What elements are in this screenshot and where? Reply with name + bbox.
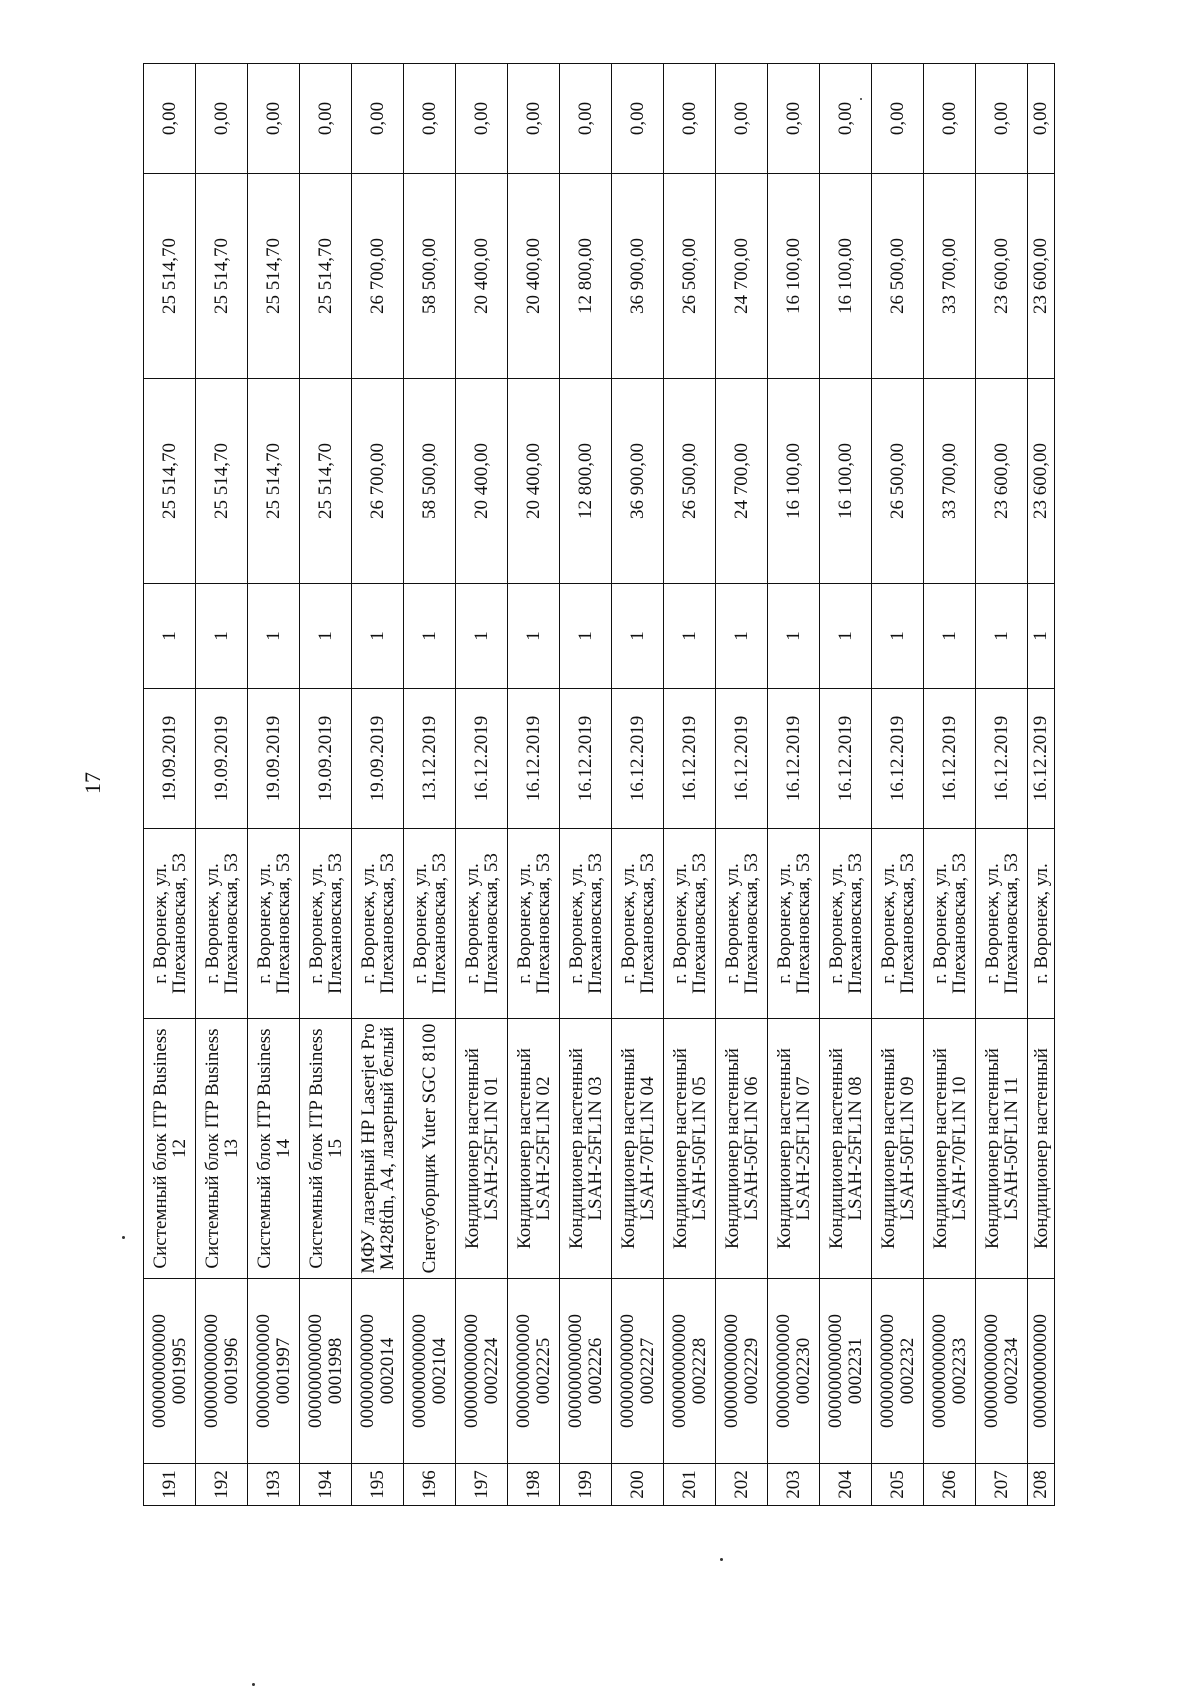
inventory-number: 000000000000 0002229 [716,1279,768,1464]
residual-value: 0,00 [144,64,196,174]
asset-table-wrapper [143,64,1055,1506]
residual-value: 0,00 [456,64,508,174]
acquisition-date: 16.12.2019 [612,689,664,829]
depreciation: 12 800,00 [560,174,612,379]
table-row [820,64,872,1506]
row-number: 194 [300,1464,352,1506]
initial-cost: 26 500,00 [872,379,924,584]
asset-name: Кондиционер настенный LSAH-50FL1N 09 [872,1019,924,1279]
asset-address: г. Воронеж, ул. [1028,829,1055,1019]
asset-table-body [144,64,1055,1506]
acquisition-date: 13.12.2019 [404,689,456,829]
quantity: 1 [404,584,456,689]
acquisition-date: 16.12.2019 [924,689,976,829]
residual-value: 0,00 [560,64,612,174]
asset-address: г. Воронеж, ул. Плехановская, 53 [144,829,196,1019]
quantity: 1 [352,584,404,689]
table-row [664,64,716,1506]
inventory-number: 000000000000 0002230 [768,1279,820,1464]
depreciation: 16 100,00 [820,174,872,379]
depreciation: 16 100,00 [768,174,820,379]
initial-cost: 36 900,00 [612,379,664,584]
asset-name: МФУ лазерный HP Laserjet Pro M428fdn, A4, лазерный белый [352,1019,404,1279]
initial-cost: 26 700,00 [352,379,404,584]
inventory-number: 000000000000 0002233 [924,1279,976,1464]
table-row [196,64,248,1506]
asset-name: Кондиционер настенный [1028,1019,1055,1279]
inventory-number: 000000000000 0002227 [612,1279,664,1464]
quantity: 1 [300,584,352,689]
acquisition-date: 16.12.2019 [820,689,872,829]
initial-cost: 20 400,00 [508,379,560,584]
depreciation: 20 400,00 [456,174,508,379]
asset-address: г. Воронеж, ул. Плехановская, 53 [716,829,768,1019]
table-row [976,64,1028,1506]
quantity: 1 [872,584,924,689]
quantity: 1 [144,584,196,689]
row-number: 207 [976,1464,1028,1506]
asset-name: Кондиционер настенный LSAH-70FL1N 04 [612,1019,664,1279]
inventory-number: 000000000000 0002225 [508,1279,560,1464]
table-row [508,64,560,1506]
depreciation: 25 514,70 [144,174,196,379]
quantity: 1 [248,584,300,689]
initial-cost: 25 514,70 [300,379,352,584]
initial-cost: 23 600,00 [976,379,1028,584]
table-row [872,64,924,1506]
page-number: 17 [80,772,105,794]
quantity: 1 [716,584,768,689]
asset-address: г. Воронеж, ул. Плехановская, 53 [352,829,404,1019]
inventory-number: 000000000000 0001998 [300,1279,352,1464]
asset-name: Системный блок ITP Business 15 [300,1019,352,1279]
table-row [560,64,612,1506]
asset-name: Снегоуборщик Yuter SGC 8100 [404,1019,456,1279]
asset-name: Системный блок ITP Business 12 [144,1019,196,1279]
initial-cost: 25 514,70 [144,379,196,584]
row-number: 206 [924,1464,976,1506]
asset-address: г. Воронеж, ул. Плехановская, 53 [196,829,248,1019]
asset-address: г. Воронеж, ул. Плехановская, 53 [508,829,560,1019]
acquisition-date: 19.09.2019 [144,689,196,829]
row-number: 202 [716,1464,768,1506]
row-number: 192 [196,1464,248,1506]
residual-value: 0,00 [196,64,248,174]
initial-cost: 26 500,00 [664,379,716,584]
acquisition-date: 19.09.2019 [196,689,248,829]
initial-cost: 24 700,00 [716,379,768,584]
inventory-number: 000000000000 0001996 [196,1279,248,1464]
quantity: 1 [768,584,820,689]
initial-cost: 16 100,00 [768,379,820,584]
row-number: 205 [872,1464,924,1506]
table-row [248,64,300,1506]
asset-name: Кондиционер настенный LSAH-25FL1N 03 [560,1019,612,1279]
depreciation: 33 700,00 [924,174,976,379]
asset-address: г. Воронеж, ул. Плехановская, 53 [560,829,612,1019]
residual-value: 0,00 [508,64,560,174]
acquisition-date: 19.09.2019 [248,689,300,829]
quantity: 1 [924,584,976,689]
residual-value: 0,00 [300,64,352,174]
asset-address: г. Воронеж, ул. Плехановская, 53 [612,829,664,1019]
residual-value: 0,00 [820,64,872,174]
initial-cost: 25 514,70 [248,379,300,584]
acquisition-date: 16.12.2019 [664,689,716,829]
initial-cost: 33 700,00 [924,379,976,584]
depreciation: 25 514,70 [300,174,352,379]
residual-value: 0,00 [872,64,924,174]
inventory-number: 000000000000 0001997 [248,1279,300,1464]
table-row [300,64,352,1506]
table-row [144,64,196,1506]
acquisition-date: 16.12.2019 [508,689,560,829]
row-number: 195 [352,1464,404,1506]
row-number: 201 [664,1464,716,1506]
initial-cost: 58 500,00 [404,379,456,584]
depreciation: 26 500,00 [664,174,716,379]
depreciation: 25 514,70 [248,174,300,379]
table-row [404,64,456,1506]
asset-name: Кондиционер настенный LSAH-25FL1N 02 [508,1019,560,1279]
quantity: 1 [456,584,508,689]
asset-name: Кондиционер настенный LSAH-50FL1N 11 [976,1019,1028,1279]
asset-address: г. Воронеж, ул. Плехановская, 53 [872,829,924,1019]
acquisition-date: 16.12.2019 [768,689,820,829]
inventory-number: 000000000000 0002231 [820,1279,872,1464]
depreciation: 23 600,00 [976,174,1028,379]
asset-address: г. Воронеж, ул. Плехановская, 53 [768,829,820,1019]
inventory-number: 000000000000 0002228 [664,1279,716,1464]
row-number: 200 [612,1464,664,1506]
asset-address: г. Воронеж, ул. Плехановская, 53 [456,829,508,1019]
row-number: 197 [456,1464,508,1506]
residual-value: 0,00 [664,64,716,174]
initial-cost: 20 400,00 [456,379,508,584]
asset-address: г. Воронеж, ул. Плехановская, 53 [300,829,352,1019]
row-number: 198 [508,1464,560,1506]
quantity: 1 [612,584,664,689]
residual-value: 0,00 [352,64,404,174]
scan-speck [720,1558,723,1561]
asset-address: г. Воронеж, ул. Плехановская, 53 [248,829,300,1019]
residual-value: 0,00 [924,64,976,174]
quantity: 1 [664,584,716,689]
quantity: 1 [196,584,248,689]
inventory-number: 000000000000 0002104 [404,1279,456,1464]
row-number: 204 [820,1464,872,1506]
quantity: 1 [508,584,560,689]
initial-cost: 25 514,70 [196,379,248,584]
depreciation: 26 700,00 [352,174,404,379]
asset-table [143,63,1055,1506]
asset-address: г. Воронеж, ул. Плехановская, 53 [976,829,1028,1019]
asset-address: г. Воронеж, ул. Плехановская, 53 [924,829,976,1019]
table-row [612,64,664,1506]
inventory-number: 000000000000 0002226 [560,1279,612,1464]
asset-name: Кондиционер настенный LSAH-25FL1N 07 [768,1019,820,1279]
asset-name: Системный блок ITP Business 14 [248,1019,300,1279]
depreciation: 58 500,00 [404,174,456,379]
acquisition-date: 16.12.2019 [976,689,1028,829]
table-row [352,64,404,1506]
inventory-number: 000000000000 0001995 [144,1279,196,1464]
residual-value: 0,00 [716,64,768,174]
table-row [456,64,508,1506]
asset-name: Кондиционер настенный LSAH-25FL1N 08 [820,1019,872,1279]
initial-cost: 23 600,00 [1028,379,1055,584]
row-number: 203 [768,1464,820,1506]
residual-value: 0,00 [976,64,1028,174]
asset-name: Системный блок ITP Business 13 [196,1019,248,1279]
depreciation: 26 500,00 [872,174,924,379]
inventory-number: 000000000000 0002232 [872,1279,924,1464]
asset-address: г. Воронеж, ул. Плехановская, 53 [404,829,456,1019]
asset-name: Кондиционер настенный LSAH-50FL1N 05 [664,1019,716,1279]
inventory-number: 000000000000 0002224 [456,1279,508,1464]
row-number: 191 [144,1464,196,1506]
initial-cost: 12 800,00 [560,379,612,584]
table-row [716,64,768,1506]
quantity: 1 [976,584,1028,689]
inventory-number: 000000000000 [1028,1279,1055,1464]
acquisition-date: 16.12.2019 [560,689,612,829]
acquisition-date: 16.12.2019 [716,689,768,829]
quantity: 1 [820,584,872,689]
scan-speck [252,1683,255,1686]
acquisition-date: 19.09.2019 [300,689,352,829]
acquisition-date: 16.12.2019 [456,689,508,829]
asset-address: г. Воронеж, ул. Плехановская, 53 [820,829,872,1019]
initial-cost: 16 100,00 [820,379,872,584]
residual-value: 0,00 [248,64,300,174]
row-number: 193 [248,1464,300,1506]
depreciation: 20 400,00 [508,174,560,379]
table-row [1028,64,1055,1506]
depreciation: 24 700,00 [716,174,768,379]
quantity: 1 [1028,584,1055,689]
acquisition-date: 19.09.2019 [352,689,404,829]
row-number: 208 [1028,1464,1055,1506]
table-row [924,64,976,1506]
depreciation: 25 514,70 [196,174,248,379]
depreciation: 36 900,00 [612,174,664,379]
inventory-number: 000000000000 0002014 [352,1279,404,1464]
residual-value: 0,00 [612,64,664,174]
row-number: 199 [560,1464,612,1506]
residual-value: 0,00 [1028,64,1055,174]
scan-speck [122,1236,125,1239]
asset-address: г. Воронеж, ул. Плехановская, 53 [664,829,716,1019]
acquisition-date: 16.12.2019 [872,689,924,829]
asset-name: Кондиционер настенный LSAH-25FL1N 01 [456,1019,508,1279]
depreciation: 23 600,00 [1028,174,1055,379]
asset-name: Кондиционер настенный LSAH-50FL1N 06 [716,1019,768,1279]
table-row [768,64,820,1506]
row-number: 196 [404,1464,456,1506]
inventory-number: 000000000000 0002234 [976,1279,1028,1464]
quantity: 1 [560,584,612,689]
residual-value: 0,00 [768,64,820,174]
residual-value: 0,00 [404,64,456,174]
asset-name: Кондиционер настенный LSAH-70FL1N 10 [924,1019,976,1279]
acquisition-date: 16.12.2019 [1028,689,1055,829]
